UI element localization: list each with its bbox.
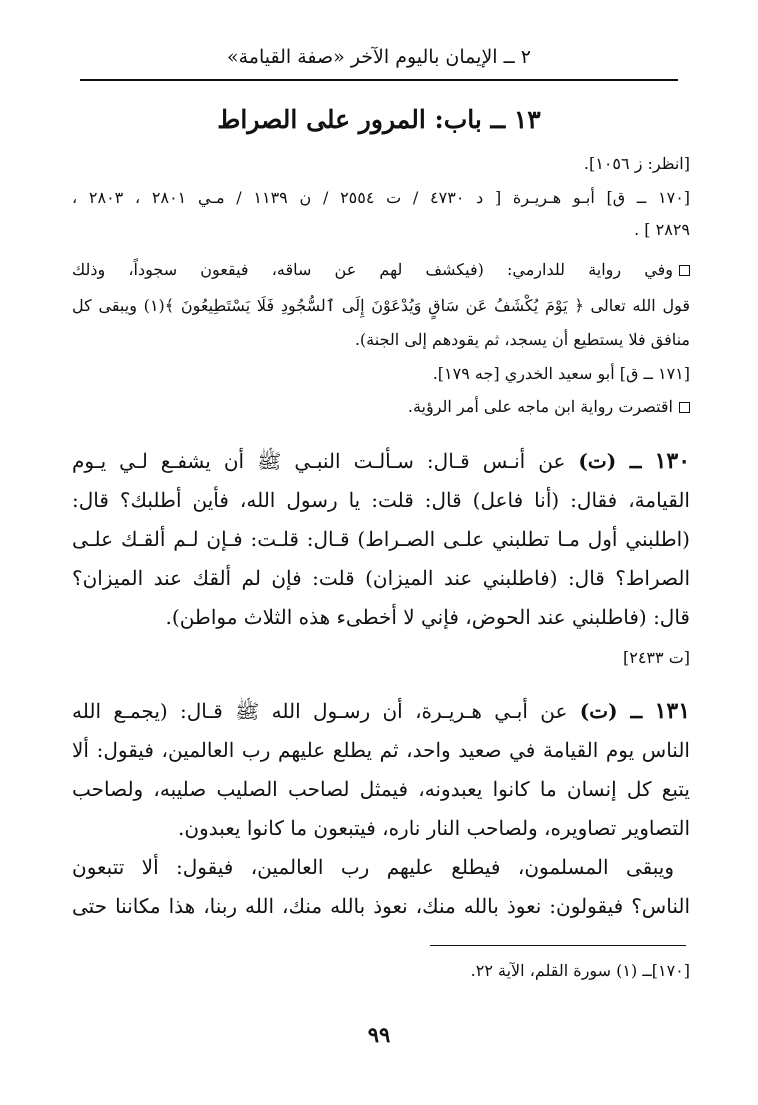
reference-170-line-2: ٢٨٢٩ ] . xyxy=(634,220,690,239)
hadith-130-marker: ــ (ت) xyxy=(578,449,642,473)
hadith-131-line-3: يتبع كل إنسان ما كانوا يعبدونه، فيمثل لصاحب الصليب صليبه، ولصاحب xyxy=(72,777,690,801)
hadith-131-marker: ــ (ت) xyxy=(579,699,643,723)
square-bullet-icon xyxy=(679,265,690,276)
hadith-130-line-2: القيامة، فقال: (أنا فاعل) قال: قلت: يا رسول الله، فأين أطلبك؟ قال: xyxy=(72,488,690,512)
hadith-131-line-6: الناس؟ فيقولون: نعوذ بالله منك، نعوذ بالله منك، الله ربنا، هذا مكاننا حتى xyxy=(72,894,690,918)
reference-170-line-1: [١٧٠ ــ ق] أبـو هـريـرة [ د ٤٧٣٠ / ت ٢٥٥٤ / ن ١١٣٩ / مـي ٢٨٠١ ، ٢٨٠٣ ، xyxy=(72,188,690,207)
darimi-note-line-3: منافق فلا يستطيع أن يسجد، ثم يقودهم إلى الجنة). xyxy=(354,330,690,349)
hadith-131-line-1: ١٣١ ــ (ت) عن أبـي هـريـرة، أن رسـول الله ﷺ قـال: (يجمـع الله xyxy=(72,698,690,724)
header-rule xyxy=(80,79,678,81)
hadith-130-line-4: الصراط؟ قال: (فاطلبني عند الميزان) قلت: فإن لم ألقك عند الميزان؟ xyxy=(72,566,690,590)
chapter-title: ١٣ ــ باب: المرور على الصراط xyxy=(217,105,541,134)
running-head: ٢ ــ الإيمان باليوم الآخر «صفة القيامة» xyxy=(227,46,531,68)
darimi-note-line-2: قول الله تعالى ﴿ يَوْمَ يُكْشَفُ عَن سَاقٍ وَيُدْعَوْنَ إِلَى ٱلسُّجُودِ فَلَا يَسْتَطِيعُونَ ﴾(١) ويبقى كل xyxy=(72,296,690,315)
page-number: ٩٩ xyxy=(367,1022,391,1047)
square-bullet-icon xyxy=(679,402,690,413)
footnote-rule xyxy=(430,945,686,946)
reference-171: [١٧١ ــ ق] أبو سعيد الخدري [جه ١٧٩]. xyxy=(432,364,690,383)
hadith-130-line-3: (اطلبني أول مـا تطلبني علـى الصـراط) قـال: قلـت: فـإن لـم ألقـك علـى xyxy=(72,527,690,551)
note-171: اقتصرت رواية ابن ماجه على أمر الرؤية. xyxy=(72,393,690,423)
hadith-131-line-5: ويبقى المسلمون، فيطلع عليهم رب العالمين، فيقول: ألا تتبعون xyxy=(72,855,674,879)
hadith-130-line-1: ١٣٠ ــ (ت) عن أنـس قـال: سـألـت النبـي ﷺ أن يشفـع لـي يـوم xyxy=(72,448,690,474)
darimi-note-line-1: وفي رواية للدارمي: (فيكشف لهم عن ساقه، فيقعون سجوداً، وذلك xyxy=(72,256,690,286)
hadith-131-line-4: التصاوير تصاويره، ولصاحب النار ناره، فيتبعون ما كانوا يعبدون. xyxy=(178,816,690,840)
hadith-130-source: [ت ٢٤٣٣] xyxy=(622,648,690,667)
hadith-131-line-2: الناس يوم القيامة في صعيد واحد، ثم يطلع عليهم رب العالمين، فيقول: ألا xyxy=(72,738,690,762)
see-reference: [انظر: ز ١٠٥٦]. xyxy=(583,154,690,173)
hadith-130-line-5: قال: (فاطلبني عند الحوض، فإني لا أخطىء هذه الثلاث مواطن). xyxy=(165,605,690,629)
hadith-130-number: ١٣٠ xyxy=(654,448,690,474)
hadith-131-number: ١٣١ xyxy=(654,698,690,724)
footnote: [١٧٠]ــ (١) سورة القلم، الآية ٢٢. xyxy=(470,961,690,980)
